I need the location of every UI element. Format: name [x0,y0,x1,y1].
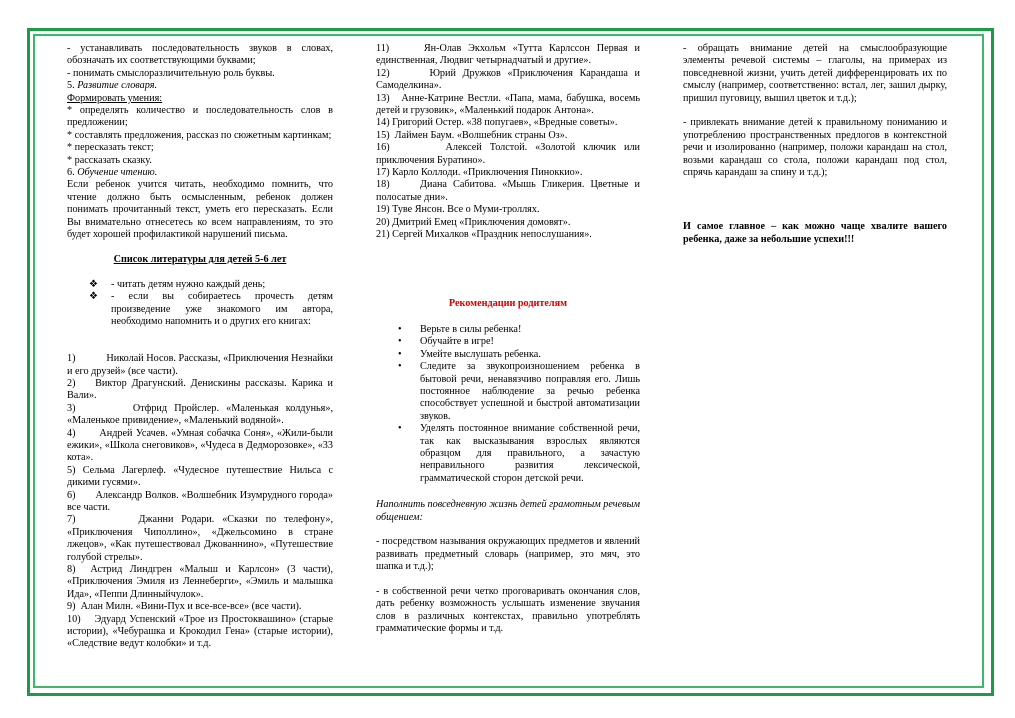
list-item: • Обучайте в игре! [398,336,494,348]
book-item: 14) Григорий Остер. «38 попугаев», «Вредные советы». [376,117,618,129]
literature-list-title: Список литературы для детей 5-6 лет [113,253,287,265]
section-number: 6. [67,167,75,179]
book-item: 12) Юрий Дружков «Приключения Карандаша и Самоделкина». [376,67,640,92]
advice-paragraph: - привлекать внимание детей к правильному пониманию и употреблению пространственных предлогов в контекстной речи и изолированно (например, положи карандаш на стол, возьми карандаш со стола, положи карандаш под стол, спрячь карандаш за спину и т.д.); [683,117,947,179]
book-item: 1) Николай Носов. Рассказы, «Приключения Незнайки и его друзей» (все части). [67,353,333,377]
book-item: 21) Сергей Михалков «Праздник непослушания». [376,229,592,241]
book-item: 20) Дмитрий Емец «Приключения домовят». [376,216,571,228]
book-item: 2) Виктор Драгунский. Денискины рассказы. Карика и Вали». [67,377,333,402]
book-item: 13) Анне-Катрине Вестли. «Папа, мама, бабушка, восемь детей и грузовик», «Маленький подарок Антона». [376,92,640,117]
section-number: 5. [67,80,75,92]
diamond-bullet-icon: ❖ [89,291,99,303]
dot-bullet-icon: • [398,423,402,435]
advice-list [67,279,333,329]
book-item: 16) Алексей Толстой. «Золотой ключик или приключения Буратино». [376,142,640,166]
book-item: 5) Сельма Лагерлеф. «Чудесное путешествие Нильса с дикими гусями». [67,464,333,489]
diamond-bullet-icon: ❖ [89,278,99,290]
text-line: - устанавливать последовательность звуков в словах, обозначать их соответствующими буквами; [67,43,333,67]
section-title: Обучение чтению. [77,167,158,179]
book-item: 4) Андрей Усачев. «Умная собачка Соня», «Жили-были ежики», «Школа снеговиков», «Чудеса в Дедморозовке», «33 кота». [67,427,333,464]
recommendations-title: Рекомендации родителям [448,297,568,309]
dot-bullet-icon: • [398,336,402,348]
final-praise-note: И самое главное – как можно чаще хвалите вашего ребенка, даже за небольшие успехи!!! [683,221,947,245]
skill-item: * составлять предложения, рассказ по сюжетным картинкам; [67,129,332,141]
section-5-heading [67,80,333,92]
list-item: • Следите за звукопроизношением ребенка в бытовой речи, ненавязчиво поправляя его. Лишь постоянное наблюдение за речью ребенка способствует успешной и быстрой автоматизации звуков. [398,361,640,422]
text-line: - понимать смыслоразличительную роль буквы. [67,67,275,79]
book-item: 19) Туве Янсон. Все о Муми-троллях. [376,204,540,216]
book-item: 11) Ян-Олав Экхольм «Тутта Карлссон Первая и единственная, Людвиг четырнадчатый и другие». [376,43,640,67]
list-item: ❖ - если вы собираетесь прочесть детям произведение уже знакомого им автора, необходимо напомнить и о других его книгах: [89,291,333,327]
book-item: 17) Карло Коллоди. «Приключения Пиноккио». [376,167,583,179]
list-item: • Умейте выслушать ребенка. [398,348,541,360]
list-item: ❖ - читать детям нужно каждый день; [89,278,266,290]
reading-paragraph: Если ребенок учится читать, необходимо помнить, что чтение должно быть осмысленным, ребенок должен понимать прочитанный текст, уметь его пересказать. Если Вы внимательно отнесетесь ко всем направлениям, то это будет хорошей профилактикой нарушений письма. [67,179,333,241]
column-middle [376,43,640,636]
skill-item: * пересказать текст; [67,142,154,154]
advice-paragraph: - обращать внимание детей на смыслообразующие элементы речевой системы – глаголы, на примерах из повседневной жизни, учить детей дифференцировать их по смыслу (например, соответственно: встал, лег, зашил дырку, пришил пуговицу, вышил цветок и т.д.); [683,43,947,104]
dot-bullet-icon: • [398,323,402,335]
skills-heading: Формировать умения: [67,92,163,104]
skill-item: * рассказать сказку. [67,154,152,166]
book-item: 10) Эдуард Успенский «Трое из Простоквашино» (старые истории), «Чебурашка и Крокодил Гена» (старые истории), «Следствие ведут колобки» и т.д. [67,613,333,650]
speech-paragraph: - посредством называния окружающих предметов и явлений развивать предметный словарь (например, это мяч, это шапка и т.д.); [376,536,640,573]
column-right [683,43,947,246]
section-6-heading [67,167,333,179]
speech-heading: Наполнить повседневную жизнь детей грамотным речевым общением: [376,499,640,523]
book-item: 7) Джанни Родари. «Сказки по телефону», «Приключения Чиполлино», «Джельсомино в стране лжецов», «Как путешествовал Джованнино», «Путешествие голубой стрелы». [67,514,333,563]
speech-paragraph: - в собственной речи четко проговаривать окончания слов, дать ребенку возможность услышать изменение звучания слов в различных контекстах, правильно употреблять грамматические формы и т.д. [376,586,640,635]
dot-bullet-icon: • [398,361,402,373]
book-item: 3) Отфрид Пройслер. «Маленькая колдунья», «Маленькое привидение», «Маленький водяной». [67,402,333,427]
list-item: • Уделять постоянное внимание собственной речи, так как высказывания взрослых являются образцом для правильного, а зачастую неправильного развития лексической, грамматической сторон детской речи. [398,423,640,484]
book-item: 15) Лаймен Баум. «Волшебник страны Оз». [376,129,568,141]
book-item: 18) Диана Сабитова. «Мышь Гликерия. Цветные и полосатые дни». [376,179,640,203]
book-item: 9) Алан Милн. «Вини-Пух и все-все-все» (все части). [67,601,302,613]
list-item: • Верьте в силы ребенка! [398,323,522,335]
section-title: Развитие словаря. [77,80,157,92]
book-item: 8) Астрид Линдгрен «Малыш и Карлсон» (3 части), «Приключения Эмиля из Леннеберги», «Эмиль и малышка Ида», «Пеппи Длинныйчулок». [67,564,333,600]
book-item: 6) Александр Волков. «Волшебник Изумрудного города» все части. [67,489,333,513]
column-left [67,43,333,651]
dot-bullet-icon: • [398,348,402,360]
recommendations-list [376,324,640,485]
skill-item: * определять количество и последовательность слов в предложении; [67,105,333,129]
